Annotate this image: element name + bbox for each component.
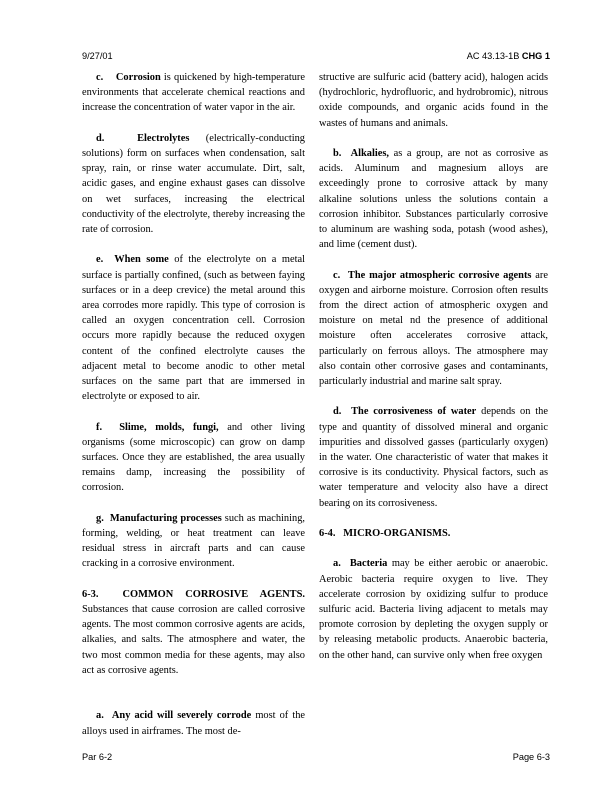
para-d: d. Electrolytes (electrically-conducting solutions) form on surfaces when condensation, salt spray, rain, or rinse water accumulate. Dirt, salt, acidic gases, and engine exhaust gases can dissolve on wet surfaces, increasing the electrical conductivity of the electrolyte, thereby increasing the rate of corrosion. (82, 132, 305, 236)
left-column (82, 70, 305, 754)
section-6-3-number: 6-3. (82, 588, 99, 600)
para-c: c. Corrosion is quickened by high-temperature environments that accelerate chemical reactions and increase the concentration of water vapor in the air. (82, 72, 305, 114)
right-column (319, 70, 548, 678)
para-d-water-text: depends on the type and quantity of dissolved mineral and organic impurities and dissolved gasses (particularly oxygen) in the water. One characteristic of water that makes it corrosive is its conductivity. Physical factors, such as water temperature and velocity also have a direct bearing on its corrosiveness. (319, 406, 548, 509)
para-d-water-term: The corrosiveness of water (351, 406, 477, 418)
para-f: f. Slime, molds, fungi, and other living organisms (some microscopic) can grow on damp surfaces. Once they are established, the area usually remains damp, increasing the possibility of corrosion. (82, 421, 305, 494)
footer-page-number: Page 6-3 (512, 752, 550, 762)
para-bacteria-term: Bacteria (349, 558, 388, 570)
header-date: 9/27/01 (82, 51, 113, 61)
section-6-3-text: Substances that cause corrosion are called corrosive agents. The most common corrosive agents are acids, alkalies, and salts. The atmosphere and water, the two most common media for these agents, may also act as corrosive agents. (82, 604, 305, 676)
para-c-atmos-term: The major atmospheric corrosive agents (347, 269, 532, 281)
header-ac-number: AC 43.13-1B (466, 51, 520, 61)
footer-paragraph-ref: Par 6-2 (82, 752, 113, 762)
para-c-atmos-text: are oxygen and airborne moisture. Corrosion often results from the direct action of atmospheric oxygen and moisture on metal nd the presence of additional moisture often accelerates corrosive attack, particularly on ferrous alloys. The atmosphere may also contain other corrosive gases and contaminants, particularly industrial and marine salt spray. (319, 269, 548, 388)
section-6-4-title: MICRO-ORGANISMS. (343, 528, 451, 540)
para-e-text: of the electrolyte on a metal surface is partially confined, (such as between faying surfaces or in a deep crevice) the metal around this area corrodes more rapidly. This type of corrosion is called an oxygen concentration cell. Corrosion occurs more rapidly because the reduced oxygen content of the confined electrolyte causes the adjacent metal to become anodic to other metal surfaces on the same part that are immersed in electrolyte or exposed to air. (82, 254, 305, 403)
para-e: e. When some of the electrolyte on a metal surface is partially confined, (such as between faying surfaces or in a deep crevice) the metal around this area corrodes more rapidly. This type of corrosion is called an oxygen concentration cell. Corrosion occurs more rapidly because the reduced oxygen content of the confined electrolyte causes the adjacent metal to become anodic to other metal surfaces on the same part that are immersed in electrolyte or exposed to air. (82, 254, 305, 403)
para-d-water: d. The corrosiveness of water depends on the type and quantity of dissolved mineral and organic impurities and dissolved gasses (particularly oxygen) in the water. One characteristic of water that makes it corrosive is its conductivity. Physical factors, such as water temperature and velocity also have a direct bearing on its corrosiveness. (319, 406, 548, 509)
para-f-term: Slime, molds, fungi, (119, 421, 219, 433)
para-g: g. Manufacturing processes such as machining, forming, welding, or heat treatment can leave residual stress in aircraft parts and can cause cracking in a corrosive environment. (82, 512, 305, 570)
para-g-text: such as machining, forming, welding, or heat treatment can leave residual stress in aircraft parts and can cause cracking in a corrosive environment. (82, 512, 305, 570)
para-bacteria: a. Bacteria may be either aerobic or anaerobic. Aerobic bacteria require oxygen to live. They accelerate corrosion by oxidizing sulfur to produce sulfuric acid. Bacteria living adjacent to metals may promote corrosion by depleting the oxygen supply or by releasing metabolic products. Anaerobic bacteria, on the other hand, can survive only when free oxygen (319, 558, 548, 661)
para-b: b. Alkalies, as a group, are not as corrosive as acids. Aluminum and magnesium alloys are exceedingly prone to corrosive attack by many alkaline solutions unless the solutions contain a corrosion inhibitor. Substances particularly corrosive to aluminum are washing soda, potash (wood ashes), and lime (cement dust). (319, 148, 548, 251)
section-6-3 (82, 587, 305, 678)
section-6-4-number: 6-4. (319, 528, 336, 540)
header-doc-id (467, 51, 550, 61)
para-bacteria-text: may be either aerobic or anaerobic. Aerobic bacteria require oxygen to live. They accelerate corrosion by oxidizing sulfur to produce sulfuric acid. Bacteria living adjacent to metals may promote corrosion by depleting the oxygen supply or by releasing metabolic products. Anaerobic bacteria, on the other hand, can survive only when free oxygen (319, 558, 548, 661)
para-d-term: Electrolytes (137, 132, 190, 144)
para-b-text: as a group, are not as corrosive as acids. Aluminum and magnesium alloys are exceedingly prone to corrosive attack by many alkaline solutions unless the solutions contain a corrosion inhibitor. Substances particularly corrosive to aluminum are washing soda, potash (wood ashes), and lime (cement dust). (319, 148, 548, 251)
section-6-4 (319, 526, 548, 541)
para-b-term: Alkalies, (350, 148, 390, 159)
para-c-atmos: c. The major atmospheric corrosive agents are oxygen and airborne moisture. Corrosion often results from the direct action of atmospheric oxygen and moisture on metal nd the presence of additional moisture often accelerates corrosive attack, particularly on ferrous alloys. The atmosphere may also contain other corrosive gases and contaminants, particularly industrial and marine salt spray. (319, 269, 548, 388)
para-e-term: When some (114, 254, 169, 266)
para-acid-text: most of the alloys used in airframes. The most de- (82, 710, 306, 737)
para-f-text: and other living organisms (some microscopic) can grow on damp surfaces. Once they are established, the area usually remains damp, increasing the possibility of corrosion. (82, 421, 305, 494)
para-g-term: Manufacturing processes (109, 512, 222, 524)
para-acid-continued: structive are sulfuric acid (battery acid), halogen acids (hydrochloric, hydrofluoric, and hydrobromic), nitrous oxide compounds, and organic acids found in the wastes of humans and animals. (319, 72, 548, 129)
para-d-text: (electrically-conducting solutions) form on surfaces when condensation, salt spray, rain, or rinse water accumulate. Dirt, salt, acidic gases, and engine exhaust gases can dissolve on wet surfaces, increasing the electrical conductivity of the electrolyte, thereby increasing the rate of corrosion. (82, 132, 305, 236)
para-acid-term: Any acid will severely corrode (111, 710, 252, 722)
header-change: CHG 1 (521, 51, 550, 61)
para-acid: a. Any acid will severely corrode most of the alloys used in airframes. The most de- (82, 710, 306, 737)
para-c-text: is quickened by high-temperature environments that accelerate chemical reactions and increase the concentration of water vapor in the air. (82, 72, 305, 114)
section-6-3-title: COMMON CORROSIVE AGENTS. (122, 588, 305, 600)
para-c-term: Corrosion (115, 72, 161, 83)
